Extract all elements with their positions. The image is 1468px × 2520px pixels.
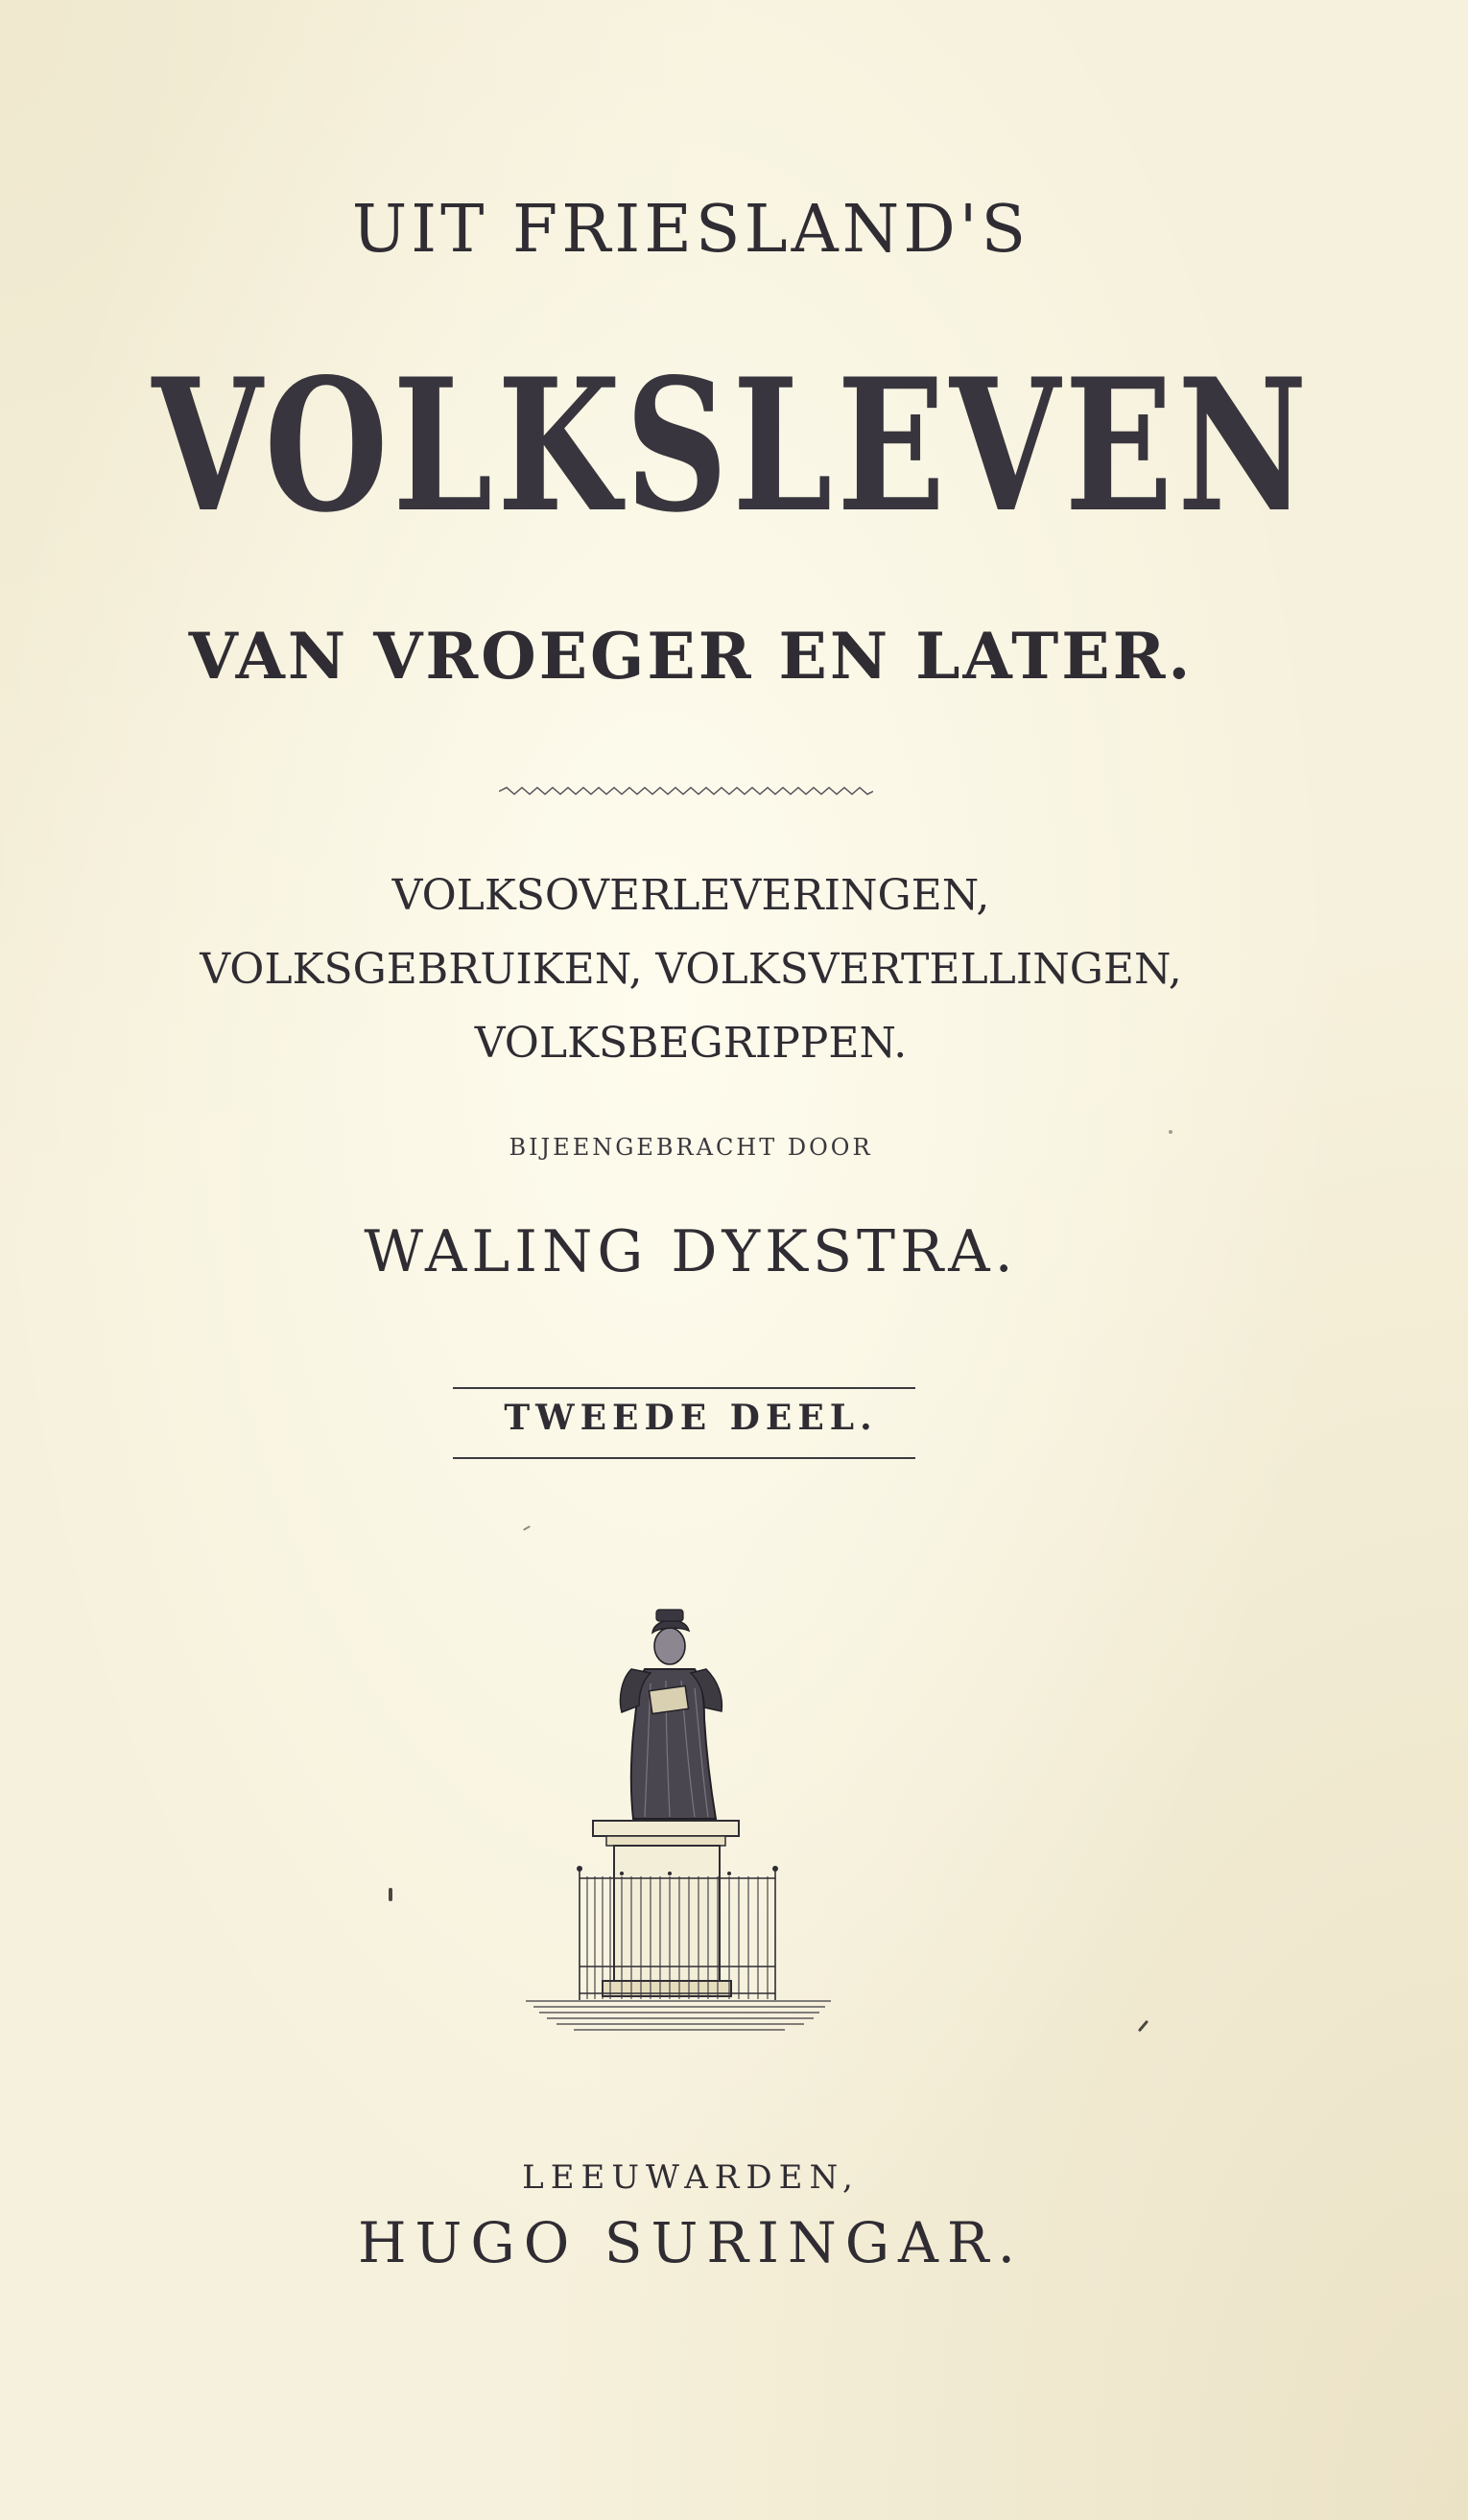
title-line-3: VAN VROEGER EN LATER. xyxy=(188,619,1194,694)
wavy-divider-icon xyxy=(499,785,873,798)
title-line-1: UIT FRIESLAND'S xyxy=(351,192,1030,268)
main-title: VOLKSLEVEN xyxy=(152,339,1313,553)
subtitle-line: VOLKSBEGRIPPEN. xyxy=(474,1019,908,1068)
paper-speck xyxy=(523,1525,531,1531)
author-name: WALING DYKSTRA. xyxy=(364,1218,1018,1285)
part-rule-top xyxy=(453,1387,915,1389)
paper-speck xyxy=(1138,2020,1148,2033)
part-label: TWEEDE DEEL. xyxy=(504,1398,878,1438)
paper-speck xyxy=(389,1888,392,1901)
subtitle-line: VOLKSGEBRUIKEN, VOLKSVERTELLINGEN, xyxy=(200,945,1182,994)
subtitle-line: VOLKSOVERLEVERINGEN, xyxy=(391,871,990,920)
compiled-by-label: BIJEENGEBRACHT DOOR xyxy=(509,1134,873,1161)
paper-speck xyxy=(1169,1130,1172,1134)
part-rule-bottom xyxy=(453,1457,915,1459)
statue-engraving-icon xyxy=(526,1592,833,2034)
publisher-name: HUGO SURINGAR. xyxy=(357,2210,1025,2275)
place-of-publication: LEEUWARDEN, xyxy=(522,2158,860,2197)
